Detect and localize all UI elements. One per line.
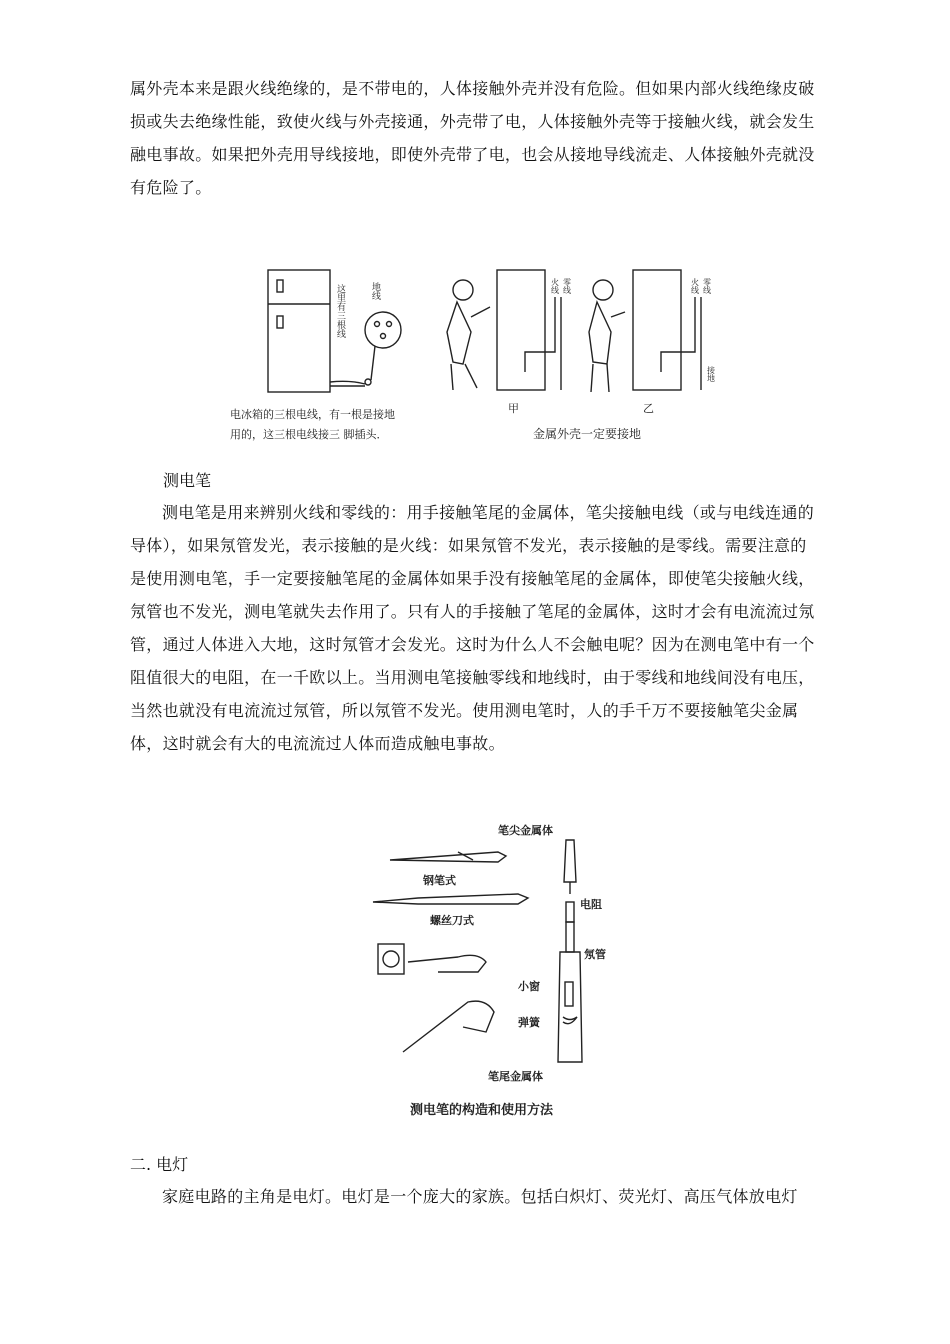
- heading-test-pen: 测电笔: [163, 471, 212, 490]
- label-neutral-a: 零线: [562, 278, 572, 294]
- label-resistor: 电阻: [580, 898, 602, 911]
- figure-refrigerator-grounding: [225, 262, 735, 450]
- label-ground-wire: 地线: [370, 282, 380, 300]
- screwdriver-style-tester-illustration: [373, 894, 528, 904]
- fridge-b: [633, 270, 681, 390]
- caption-test-pen: 测电笔的构造和使用方法: [410, 1103, 554, 1118]
- hand-holding-tester-illustration: [403, 1001, 494, 1052]
- label-three-wires: 这里有三根线: [335, 284, 345, 338]
- fridge-a: [497, 270, 545, 390]
- label-neon: 氖管: [584, 948, 606, 961]
- tester-structure-diagram: [558, 840, 582, 1062]
- caption-right: 金属外壳一定要接地: [533, 427, 642, 441]
- person-b-illustration: [589, 280, 625, 392]
- label-live-a: 火线: [550, 278, 560, 294]
- label-screwdriver-style: 螺丝刀式: [430, 914, 474, 927]
- label-jia: 甲: [508, 402, 519, 415]
- label-ground-b: 接地: [706, 366, 716, 382]
- paragraph-test-pen: 测电笔是用来辨别火线和零线的：用手接触笔尾的金属体，笔尖接触电线（或与电线连通的导体），如果氖管发光，表示接触的是火线：如果氖管不发光，表示接触的是零线。需要注意的是使用测电笔，手一定要接触笔尾的金属体如果手没有接触笔尾的金属体，即使笔尖接触火线，氖管也不发光，测电笔就失去作用了。只有人的手接触了笔尾的金属体，这时才会有电流流过氖管，通过人体进入大地，这时氖管才会发光。这时为什么人不会触电呢？因为在测电笔中有一个阻值很大的电阻，在一千欧以上。当用测电笔接触零线和地线时，由于零线和地线间没有电压，当然也就没有电流流过氖管，所以氖管不发光。使用测电笔时，人的手千万不要接触笔尖金属体，这时就会有大的电流流过人体而造成触电事故。: [130, 503, 815, 753]
- refrigerator-illustration: [268, 270, 365, 392]
- caption-left-line1: 电冰箱的三根电线，有一根是接地: [230, 408, 395, 421]
- paragraph-grounding: 属外壳本来是跟火线绝缘的，是不带电的，人体接触外壳并没有危险。但如果内部火线绝缘皮破损或失去绝缘性能，致使火线与外壳接通，外壳带了电，人体接触外壳等于接触火线，就会发生融电事故。如果把外壳用导线接地，即使外壳带了电，也会从接地导线流走、人体接触外壳就没有危险了。: [130, 79, 815, 197]
- label-tip-metal: 笔尖金属体: [498, 824, 553, 837]
- heading-section-lamps: 二. 电灯: [130, 1155, 189, 1174]
- label-neutral-b: 零线: [702, 278, 712, 294]
- paragraph-lamps: 家庭电路的主角是电灯。电灯是一个庞大的家族。包括白炽灯、荧光灯、高压气体放电灯: [162, 1187, 798, 1206]
- pen-style-tester-illustration: [390, 852, 506, 862]
- label-live-b: 火线: [690, 278, 700, 294]
- three-pin-plug-illustration: [365, 312, 401, 385]
- label-pen-style: 钢笔式: [423, 874, 456, 887]
- label-tail-metal: 笔尾金属体: [488, 1070, 543, 1083]
- caption-left-line2: 用的，这三根电线接三 脚插头．: [230, 428, 388, 441]
- person-a-illustration: [447, 280, 490, 390]
- label-spring: 弹簧: [518, 1016, 540, 1029]
- figure-test-pen: [368, 822, 618, 1127]
- label-window: 小窗: [518, 980, 540, 993]
- label-yi: 乙: [643, 402, 654, 415]
- socket-usage-illustration: [378, 944, 486, 974]
